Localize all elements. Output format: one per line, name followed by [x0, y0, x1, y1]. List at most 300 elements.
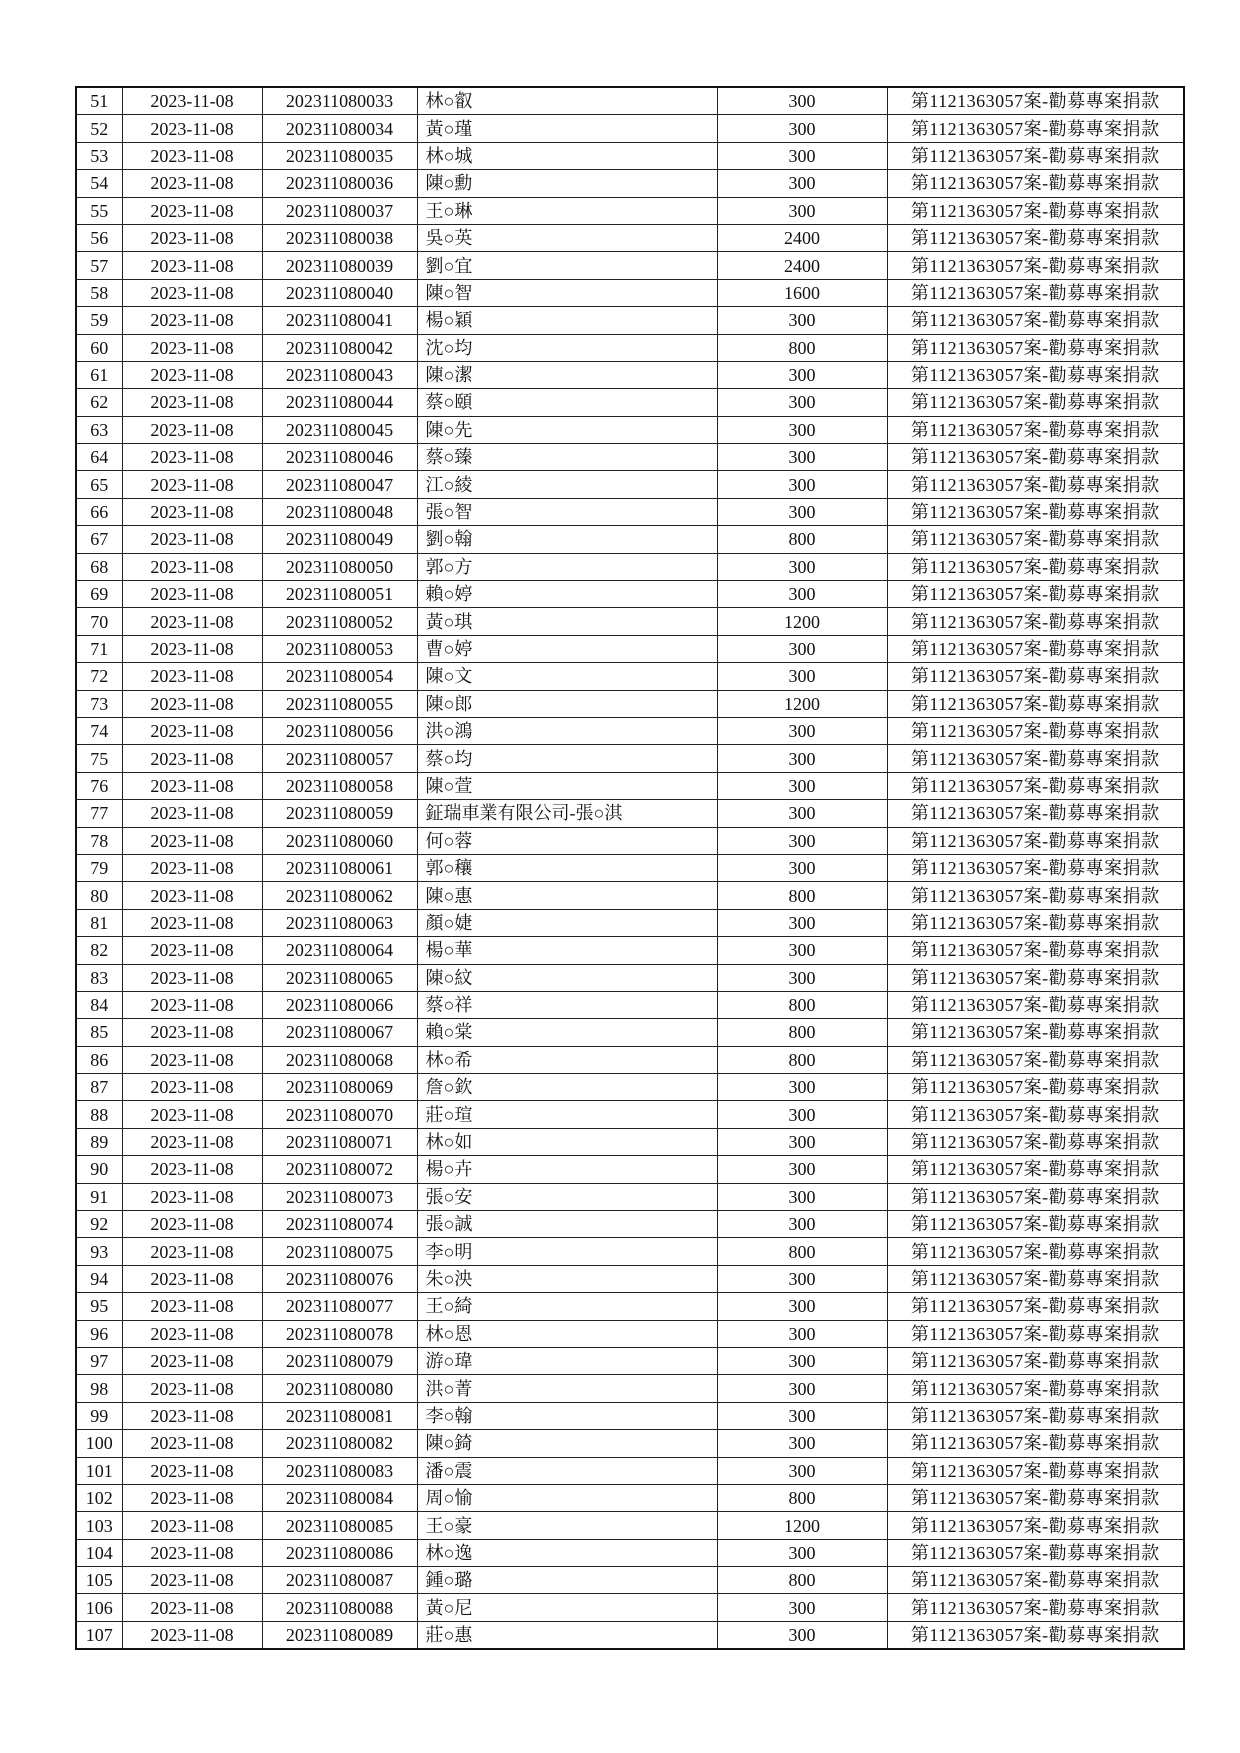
row-number: 73: [76, 690, 122, 717]
donation-purpose: 第1121363057案-勸募專案捐款: [887, 279, 1184, 306]
receipt-number: 202311080065: [262, 964, 417, 991]
donation-table-body: [76, 87, 1184, 1649]
receipt-number: 202311080087: [262, 1567, 417, 1594]
donor-name: 沈○均: [417, 334, 717, 361]
table-row: [76, 1238, 1184, 1265]
donor-name: 張○智: [417, 498, 717, 525]
donation-amount: 300: [717, 1430, 887, 1457]
donation-date: 2023-11-08: [122, 361, 262, 388]
table-row: [76, 1265, 1184, 1292]
donor-name: 潘○震: [417, 1457, 717, 1484]
donation-purpose: 第1121363057案-勸募專案捐款: [887, 307, 1184, 334]
donor-name: 林○逸: [417, 1539, 717, 1566]
donor-name: 陳○智: [417, 279, 717, 306]
table-row: [76, 87, 1184, 115]
donation-amount: 300: [717, 471, 887, 498]
donor-name: 洪○菁: [417, 1375, 717, 1402]
donation-purpose: 第1121363057案-勸募專案捐款: [887, 526, 1184, 553]
donation-date: 2023-11-08: [122, 964, 262, 991]
donation-amount: 300: [717, 1128, 887, 1155]
receipt-number: 202311080041: [262, 307, 417, 334]
row-number: 65: [76, 471, 122, 498]
donation-amount: 300: [717, 745, 887, 772]
receipt-number: 202311080066: [262, 991, 417, 1018]
donation-purpose: 第1121363057案-勸募專案捐款: [887, 252, 1184, 279]
donation-purpose: 第1121363057案-勸募專案捐款: [887, 444, 1184, 471]
donor-name: 郭○穰: [417, 854, 717, 881]
donation-amount: 1200: [717, 608, 887, 635]
receipt-number: 202311080055: [262, 690, 417, 717]
donation-date: 2023-11-08: [122, 1484, 262, 1511]
donation-date: 2023-11-08: [122, 1211, 262, 1238]
receipt-number: 202311080064: [262, 937, 417, 964]
donation-amount: 800: [717, 1046, 887, 1073]
donation-amount: 300: [717, 444, 887, 471]
donation-date: 2023-11-08: [122, 1512, 262, 1539]
row-number: 54: [76, 170, 122, 197]
row-number: 102: [76, 1484, 122, 1511]
receipt-number: 202311080088: [262, 1594, 417, 1621]
donor-name: 劉○宜: [417, 252, 717, 279]
donation-amount: 300: [717, 1101, 887, 1128]
donation-date: 2023-11-08: [122, 827, 262, 854]
receipt-number: 202311080081: [262, 1402, 417, 1429]
receipt-number: 202311080046: [262, 444, 417, 471]
table-row: [76, 389, 1184, 416]
donation-purpose: 第1121363057案-勸募專案捐款: [887, 1567, 1184, 1594]
donation-purpose: 第1121363057案-勸募專案捐款: [887, 882, 1184, 909]
donation-purpose: 第1121363057案-勸募專案捐款: [887, 772, 1184, 799]
donation-purpose: 第1121363057案-勸募專案捐款: [887, 170, 1184, 197]
donation-date: 2023-11-08: [122, 1265, 262, 1292]
table-row: [76, 1402, 1184, 1429]
receipt-number: 202311080044: [262, 389, 417, 416]
donation-date: 2023-11-08: [122, 1457, 262, 1484]
donation-amount: 1200: [717, 1512, 887, 1539]
table-row: [76, 745, 1184, 772]
receipt-number: 202311080054: [262, 663, 417, 690]
donation-date: 2023-11-08: [122, 197, 262, 224]
receipt-number: 202311080039: [262, 252, 417, 279]
donation-date: 2023-11-08: [122, 1375, 262, 1402]
donation-date: 2023-11-08: [122, 389, 262, 416]
receipt-number: 202311080084: [262, 1484, 417, 1511]
donation-date: 2023-11-08: [122, 1101, 262, 1128]
receipt-number: 202311080034: [262, 115, 417, 142]
receipt-number: 202311080067: [262, 1019, 417, 1046]
row-number: 84: [76, 991, 122, 1018]
receipt-number: 202311080075: [262, 1238, 417, 1265]
receipt-number: 202311080058: [262, 772, 417, 799]
row-number: 68: [76, 553, 122, 580]
table-row: [76, 416, 1184, 443]
receipt-number: 202311080082: [262, 1430, 417, 1457]
donation-purpose: 第1121363057案-勸募專案捐款: [887, 1265, 1184, 1292]
receipt-number: 202311080037: [262, 197, 417, 224]
donation-date: 2023-11-08: [122, 635, 262, 662]
donor-name: 何○蓉: [417, 827, 717, 854]
donation-purpose: 第1121363057案-勸募專案捐款: [887, 827, 1184, 854]
donation-amount: 300: [717, 1156, 887, 1183]
donor-name: 蔡○臻: [417, 444, 717, 471]
donor-name: 鍾○璐: [417, 1567, 717, 1594]
donation-purpose: 第1121363057案-勸募專案捐款: [887, 1347, 1184, 1374]
table-row: [76, 1183, 1184, 1210]
donor-name: 詹○欽: [417, 1074, 717, 1101]
receipt-number: 202311080068: [262, 1046, 417, 1073]
donation-amount: 300: [717, 553, 887, 580]
donor-name: 蔡○均: [417, 745, 717, 772]
donation-amount: 300: [717, 170, 887, 197]
row-number: 53: [76, 142, 122, 169]
donation-amount: 300: [717, 416, 887, 443]
table-row: [76, 964, 1184, 991]
donor-name: 游○瑋: [417, 1347, 717, 1374]
receipt-number: 202311080043: [262, 361, 417, 388]
row-number: 89: [76, 1128, 122, 1155]
table-row: [76, 1019, 1184, 1046]
row-number: 86: [76, 1046, 122, 1073]
donation-purpose: 第1121363057案-勸募專案捐款: [887, 1320, 1184, 1347]
donation-purpose: 第1121363057案-勸募專案捐款: [887, 745, 1184, 772]
table-row: [76, 252, 1184, 279]
donation-date: 2023-11-08: [122, 1402, 262, 1429]
row-number: 80: [76, 882, 122, 909]
donor-name: 陳○紋: [417, 964, 717, 991]
donation-purpose: 第1121363057案-勸募專案捐款: [887, 416, 1184, 443]
donor-name: 王○琳: [417, 197, 717, 224]
donor-name: 莊○惠: [417, 1621, 717, 1649]
donor-name: 林○如: [417, 1128, 717, 1155]
donation-purpose: 第1121363057案-勸募專案捐款: [887, 1512, 1184, 1539]
donation-purpose: 第1121363057案-勸募專案捐款: [887, 361, 1184, 388]
donation-purpose: 第1121363057案-勸募專案捐款: [887, 717, 1184, 744]
donation-date: 2023-11-08: [122, 937, 262, 964]
donation-purpose: 第1121363057案-勸募專案捐款: [887, 1183, 1184, 1210]
row-number: 98: [76, 1375, 122, 1402]
donation-amount: 800: [717, 1567, 887, 1594]
donation-purpose: 第1121363057案-勸募專案捐款: [887, 471, 1184, 498]
donation-amount: 300: [717, 1621, 887, 1649]
donor-name: 張○安: [417, 1183, 717, 1210]
receipt-number: 202311080047: [262, 471, 417, 498]
table-row: [76, 115, 1184, 142]
donation-purpose: 第1121363057案-勸募專案捐款: [887, 553, 1184, 580]
donation-date: 2023-11-08: [122, 717, 262, 744]
row-number: 70: [76, 608, 122, 635]
donor-name: 周○愉: [417, 1484, 717, 1511]
donor-name: 林○城: [417, 142, 717, 169]
donor-name: 陳○錡: [417, 1430, 717, 1457]
receipt-number: 202311080086: [262, 1539, 417, 1566]
table-row: [76, 663, 1184, 690]
donation-amount: 300: [717, 1539, 887, 1566]
donation-purpose: 第1121363057案-勸募專案捐款: [887, 1293, 1184, 1320]
donor-name: 陳○潔: [417, 361, 717, 388]
donation-purpose: 第1121363057案-勸募專案捐款: [887, 1046, 1184, 1073]
donor-name: 莊○瑄: [417, 1101, 717, 1128]
table-row: [76, 854, 1184, 881]
donor-name: 楊○卉: [417, 1156, 717, 1183]
receipt-number: 202311080072: [262, 1156, 417, 1183]
row-number: 93: [76, 1238, 122, 1265]
donation-date: 2023-11-08: [122, 581, 262, 608]
row-number: 94: [76, 1265, 122, 1292]
donation-amount: 800: [717, 1238, 887, 1265]
row-number: 100: [76, 1430, 122, 1457]
donation-amount: 300: [717, 389, 887, 416]
donor-name: 楊○華: [417, 937, 717, 964]
donation-amount: 1200: [717, 690, 887, 717]
row-number: 62: [76, 389, 122, 416]
receipt-number: 202311080040: [262, 279, 417, 306]
receipt-number: 202311080059: [262, 800, 417, 827]
receipt-number: 202311080035: [262, 142, 417, 169]
donation-amount: 300: [717, 1183, 887, 1210]
receipt-number: 202311080048: [262, 498, 417, 525]
donation-date: 2023-11-08: [122, 1156, 262, 1183]
donation-date: 2023-11-08: [122, 334, 262, 361]
donor-name: 賴○棠: [417, 1019, 717, 1046]
donor-name: 林○恩: [417, 1320, 717, 1347]
donation-amount: 300: [717, 1293, 887, 1320]
donor-name: 陳○惠: [417, 882, 717, 909]
row-number: 106: [76, 1594, 122, 1621]
donation-amount: 300: [717, 854, 887, 881]
donation-amount: 300: [717, 307, 887, 334]
receipt-number: 202311080071: [262, 1128, 417, 1155]
donation-purpose: 第1121363057案-勸募專案捐款: [887, 498, 1184, 525]
row-number: 57: [76, 252, 122, 279]
row-number: 105: [76, 1567, 122, 1594]
row-number: 72: [76, 663, 122, 690]
table-row: [76, 224, 1184, 251]
donation-table: [75, 86, 1185, 1650]
row-number: 69: [76, 581, 122, 608]
donation-date: 2023-11-08: [122, 87, 262, 115]
donation-date: 2023-11-08: [122, 1621, 262, 1649]
donation-purpose: 第1121363057案-勸募專案捐款: [887, 334, 1184, 361]
donation-date: 2023-11-08: [122, 170, 262, 197]
donation-amount: 300: [717, 1402, 887, 1429]
receipt-number: 202311080089: [262, 1621, 417, 1649]
donation-purpose: 第1121363057案-勸募專案捐款: [887, 1621, 1184, 1649]
donation-amount: 300: [717, 142, 887, 169]
donation-amount: 800: [717, 1019, 887, 1046]
receipt-number: 202311080051: [262, 581, 417, 608]
receipt-number: 202311080056: [262, 717, 417, 744]
donation-date: 2023-11-08: [122, 526, 262, 553]
row-number: 78: [76, 827, 122, 854]
table-row: [76, 498, 1184, 525]
donor-name: 黃○尼: [417, 1594, 717, 1621]
donation-purpose: 第1121363057案-勸募專案捐款: [887, 197, 1184, 224]
donation-amount: 800: [717, 882, 887, 909]
row-number: 90: [76, 1156, 122, 1183]
table-row: [76, 1347, 1184, 1374]
table-row: [76, 1101, 1184, 1128]
receipt-number: 202311080062: [262, 882, 417, 909]
donation-date: 2023-11-08: [122, 1430, 262, 1457]
donation-purpose: 第1121363057案-勸募專案捐款: [887, 937, 1184, 964]
row-number: 67: [76, 526, 122, 553]
row-number: 76: [76, 772, 122, 799]
donation-amount: 300: [717, 197, 887, 224]
donation-date: 2023-11-08: [122, 663, 262, 690]
row-number: 81: [76, 909, 122, 936]
donation-date: 2023-11-08: [122, 307, 262, 334]
receipt-number: 202311080052: [262, 608, 417, 635]
receipt-number: 202311080078: [262, 1320, 417, 1347]
donation-date: 2023-11-08: [122, 416, 262, 443]
donation-date: 2023-11-08: [122, 142, 262, 169]
receipt-number: 202311080063: [262, 909, 417, 936]
row-number: 92: [76, 1211, 122, 1238]
donor-name: 陳○勳: [417, 170, 717, 197]
table-row: [76, 334, 1184, 361]
donation-date: 2023-11-08: [122, 1183, 262, 1210]
table-row: [76, 800, 1184, 827]
donor-name: 陳○文: [417, 663, 717, 690]
donation-amount: 300: [717, 1347, 887, 1374]
donation-amount: 300: [717, 937, 887, 964]
table-row: [76, 553, 1184, 580]
donation-purpose: 第1121363057案-勸募專案捐款: [887, 389, 1184, 416]
donor-name: 吳○英: [417, 224, 717, 251]
donation-purpose: 第1121363057案-勸募專案捐款: [887, 1457, 1184, 1484]
donation-date: 2023-11-08: [122, 909, 262, 936]
row-number: 55: [76, 197, 122, 224]
donation-amount: 300: [717, 87, 887, 115]
table-row: [76, 1211, 1184, 1238]
donation-amount: 300: [717, 361, 887, 388]
donation-amount: 300: [717, 1320, 887, 1347]
table-row: [76, 1074, 1184, 1101]
row-number: 79: [76, 854, 122, 881]
donation-date: 2023-11-08: [122, 471, 262, 498]
donation-date: 2023-11-08: [122, 1046, 262, 1073]
receipt-number: 202311080050: [262, 553, 417, 580]
table-row: [76, 909, 1184, 936]
receipt-number: 202311080053: [262, 635, 417, 662]
receipt-number: 202311080057: [262, 745, 417, 772]
donation-amount: 800: [717, 526, 887, 553]
donation-date: 2023-11-08: [122, 252, 262, 279]
receipt-number: 202311080083: [262, 1457, 417, 1484]
donation-date: 2023-11-08: [122, 444, 262, 471]
donation-purpose: 第1121363057案-勸募專案捐款: [887, 1594, 1184, 1621]
donation-purpose: 第1121363057案-勸募專案捐款: [887, 1402, 1184, 1429]
receipt-number: 202311080074: [262, 1211, 417, 1238]
donor-name: 洪○鴻: [417, 717, 717, 744]
donation-amount: 2400: [717, 224, 887, 251]
row-number: 58: [76, 279, 122, 306]
donor-name: 曹○婷: [417, 635, 717, 662]
table-row: [76, 827, 1184, 854]
receipt-number: 202311080036: [262, 170, 417, 197]
row-number: 64: [76, 444, 122, 471]
donor-name: 陳○郎: [417, 690, 717, 717]
donation-date: 2023-11-08: [122, 745, 262, 772]
donor-name: 李○翰: [417, 1402, 717, 1429]
donation-purpose: 第1121363057案-勸募專案捐款: [887, 581, 1184, 608]
donation-amount: 300: [717, 115, 887, 142]
donation-purpose: 第1121363057案-勸募專案捐款: [887, 635, 1184, 662]
table-row: [76, 717, 1184, 744]
donor-name: 黃○琪: [417, 608, 717, 635]
row-number: 83: [76, 964, 122, 991]
donation-purpose: 第1121363057案-勸募專案捐款: [887, 854, 1184, 881]
donor-name: 黃○瑾: [417, 115, 717, 142]
donation-purpose: 第1121363057案-勸募專案捐款: [887, 224, 1184, 251]
donation-amount: 300: [717, 717, 887, 744]
donation-amount: 300: [717, 1457, 887, 1484]
donation-date: 2023-11-08: [122, 1293, 262, 1320]
donor-name: 林○叡: [417, 87, 717, 115]
donation-amount: 800: [717, 991, 887, 1018]
table-row: [76, 1320, 1184, 1347]
table-row: [76, 1128, 1184, 1155]
donor-name: 鉦瑞車業有限公司-張○淇: [417, 800, 717, 827]
donation-date: 2023-11-08: [122, 498, 262, 525]
row-number: 66: [76, 498, 122, 525]
donation-amount: 300: [717, 581, 887, 608]
donation-purpose: 第1121363057案-勸募專案捐款: [887, 1430, 1184, 1457]
donation-date: 2023-11-08: [122, 1320, 262, 1347]
donation-amount: 300: [717, 1074, 887, 1101]
receipt-number: 202311080076: [262, 1265, 417, 1292]
donation-purpose: 第1121363057案-勸募專案捐款: [887, 87, 1184, 115]
donation-purpose: 第1121363057案-勸募專案捐款: [887, 115, 1184, 142]
receipt-number: 202311080042: [262, 334, 417, 361]
donor-name: 王○綺: [417, 1293, 717, 1320]
table-row: [76, 635, 1184, 662]
donor-name: 陳○先: [417, 416, 717, 443]
table-row: [76, 1594, 1184, 1621]
donor-name: 楊○穎: [417, 307, 717, 334]
donation-purpose: 第1121363057案-勸募專案捐款: [887, 1019, 1184, 1046]
donation-purpose: 第1121363057案-勸募專案捐款: [887, 142, 1184, 169]
table-row: [76, 1375, 1184, 1402]
donation-date: 2023-11-08: [122, 854, 262, 881]
donation-date: 2023-11-08: [122, 800, 262, 827]
donation-date: 2023-11-08: [122, 1567, 262, 1594]
donation-purpose: 第1121363057案-勸募專案捐款: [887, 1211, 1184, 1238]
table-row: [76, 1539, 1184, 1566]
donation-date: 2023-11-08: [122, 1539, 262, 1566]
table-row: [76, 581, 1184, 608]
donor-name: 蔡○祥: [417, 991, 717, 1018]
receipt-number: 202311080061: [262, 854, 417, 881]
donation-purpose: 第1121363057案-勸募專案捐款: [887, 800, 1184, 827]
receipt-number: 202311080070: [262, 1101, 417, 1128]
row-number: 107: [76, 1621, 122, 1649]
donation-purpose: 第1121363057案-勸募專案捐款: [887, 964, 1184, 991]
row-number: 52: [76, 115, 122, 142]
donation-amount: 300: [717, 772, 887, 799]
table-row: [76, 1512, 1184, 1539]
donation-amount: 300: [717, 964, 887, 991]
donation-purpose: 第1121363057案-勸募專案捐款: [887, 1539, 1184, 1566]
row-number: 61: [76, 361, 122, 388]
donation-date: 2023-11-08: [122, 882, 262, 909]
row-number: 60: [76, 334, 122, 361]
donation-date: 2023-11-08: [122, 224, 262, 251]
receipt-number: 202311080080: [262, 1375, 417, 1402]
row-number: 82: [76, 937, 122, 964]
donation-amount: 300: [717, 1265, 887, 1292]
row-number: 97: [76, 1347, 122, 1374]
